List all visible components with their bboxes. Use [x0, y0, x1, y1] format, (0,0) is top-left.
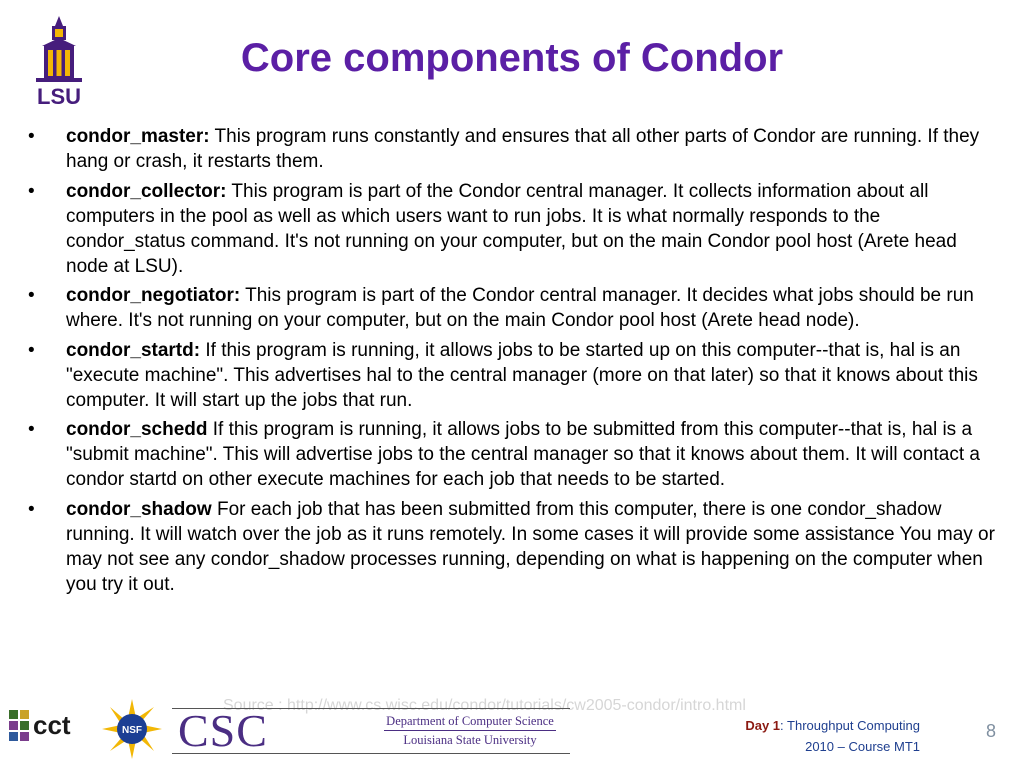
bullet-text: For each job that has been submitted from this computer, there is one condor_shadow running. It will watch over the job as it runs remotely. In some cases it will provide some assistance You may or may not see any condor_shadow processes running, depending on what is happening on the computer when you try it out. [66, 498, 995, 595]
bullet-term: condor_master: [66, 126, 210, 147]
slide-title: Core components of Condor [240, 36, 784, 80]
footer-day-text: : Throughput Computing [780, 718, 920, 733]
bullet-text: This program is part of the Condor central manager. It decides what jobs should be run where. It's not running on your computer, but on the main Condor pool host (Arete head node). [66, 285, 974, 331]
bullet-condor-collector [0, 179, 1000, 279]
bullet-dot: • [28, 126, 35, 147]
bullet-term: condor_collector: [66, 180, 227, 202]
csc-department-name: Department of Computer Science [384, 712, 556, 731]
bullet-text: This program is part of the Condor central manager. It collects information about all computers in the pool as well as which users want to run jobs. It is what normally responds to the condor_status command. It's not running on your computer, but on the main Condor pool host (Arete head node at LSU). [66, 180, 957, 277]
source-citation: Source : http://www.cs.wisc.edu/condor/tutorials/cw2005-condor/intro.html [223, 697, 746, 714]
bullet-term: condor_negotiator: [66, 285, 241, 306]
csc-logo [172, 705, 570, 756]
bullet-dot: • [28, 180, 35, 202]
bullet-condor-master [0, 124, 1000, 174]
csc-logo-letters: CSC [178, 705, 268, 756]
page-number: 8 [986, 721, 997, 741]
lsu-logo-text: LSU [37, 84, 81, 106]
footer-day-label: Day 1 [745, 718, 781, 733]
csc-university-name: Louisiana State University [403, 733, 537, 747]
bullet-text: If this program is running, it allows jobs to be submitted from this computer--that is, hal is a "submit machine". This will advertise jobs to the central manager so that it knows about them. It will contact a condor startd on other execute machines for each job that needs to be started. [66, 419, 980, 490]
csc-department-block [365, 712, 575, 749]
nsf-logo-text: NSF [122, 725, 142, 736]
bullet-condor-startd [0, 338, 1000, 413]
bullet-term: condor_shadow [66, 498, 212, 520]
cct-logo-text: cct [33, 710, 71, 740]
cct-logo [9, 706, 95, 746]
bullet-dot: • [28, 339, 35, 361]
bullet-term: condor_startd: [66, 339, 201, 361]
bullet-term: condor_schedd [66, 419, 208, 440]
bullet-text: This program runs constantly and ensures that all other parts of Condor are running. If they hang or crash, it restarts them. [66, 126, 980, 172]
bullet-condor-shadow [0, 497, 1000, 597]
nsf-logo [101, 698, 163, 760]
bullet-condor-schedd [0, 417, 1000, 492]
bullet-dot: • [28, 285, 35, 306]
bullet-dot: • [28, 498, 35, 520]
bullet-list [0, 124, 1024, 601]
footer-course-info [745, 715, 920, 757]
footer-course-line: 2010 – Course MT1 [805, 739, 920, 754]
bullet-dot: • [28, 419, 35, 440]
bullet-text: If this program is running, it allows jobs to be started up on this computer--that is, hal is an "execute machine". This advertises hal to the central manager (more on that later) so that it knows about this computer. It will start up the jobs that run. [66, 339, 978, 411]
bullet-condor-negotiator [0, 283, 1000, 333]
